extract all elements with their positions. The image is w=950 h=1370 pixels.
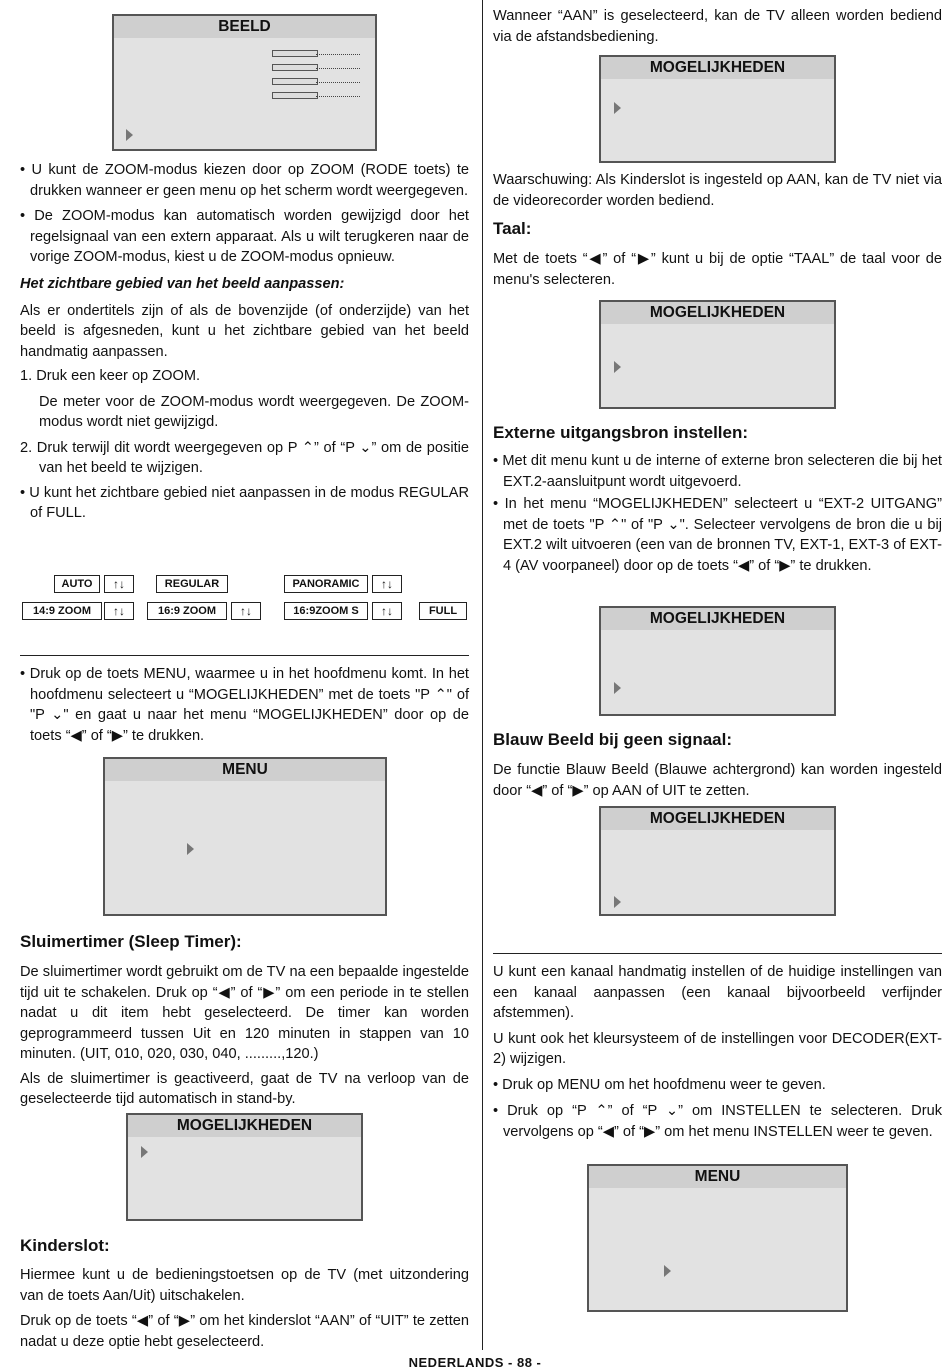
- kinder-text-2: Druk op de toets “◀” of “▶” om het kinderslot “AAN” of “UIT” te zetten nadat u deze optie hebt geselecteerd.: [20, 1313, 469, 1350]
- right-arrow-icon: [141, 1146, 148, 1158]
- instellen-bullet: • Druk op “P ⌃” of “P ⌄” om INSTELLEN te selecteren. Druk vervolgens op “◀” of “▶” om het menu INSTELLEN weer te geven.: [493, 1103, 942, 1140]
- sleep-heading: Sluimertimer (Sleep Timer):: [20, 932, 242, 951]
- page-footer: NEDERLANDS - 88 -: [408, 1355, 542, 1370]
- slider-bar: [272, 78, 318, 85]
- kinder-text-1: Hiermee kunt u de bedieningstoetsen op de TV (met uitzondering van de toets Aan/Uit) uitschakelen.: [20, 1267, 469, 1304]
- kinder-heading: Kinderslot:: [20, 1236, 110, 1255]
- ext-bullet-1: • Met dit menu kunt u de interne of externe bron selecteren die bij het EXT.2-aansluitpunt wordt uitgevoerd.: [493, 453, 942, 490]
- right-arrow-icon: [664, 1265, 671, 1277]
- sleep-text-2: Als de sluimertimer is geactiveerd, gaat de TV na verloop van de geselecteerde tijd automatisch in stand-by.: [20, 1070, 469, 1107]
- zoom-mode-16-9-s: 16:9ZOOM S: [284, 602, 368, 620]
- warning-text: Waarschuwing: Als Kinderslot is ingesteld op AAN, kan de TV niet via de videorecorder worden bediend.: [493, 172, 942, 209]
- mogelijkheden-title: MOGELIJKHEDEN: [601, 808, 834, 830]
- mogelijkheden-box-taal: [599, 300, 836, 409]
- kanaal-text-2: U kunt ook het kleursysteem of de instellingen voor DECODER(EXT-2) wijzigen.: [493, 1030, 942, 1067]
- beeld-menu-box: [112, 14, 377, 151]
- menu-box-title: MENU: [589, 1166, 846, 1188]
- left-column-text-4: [20, 1236, 469, 1352]
- slider-bar: [272, 50, 318, 57]
- menu-instruction: • Druk op de toets MENU, waarmee u in het hoofdmenu komt. In het hoofdmenu selecteert u “MOGELIJKHEDEN” met de toets "P ⌃" of "P ⌄" en gaat u naar het menu “MOGELIJKHEDEN” door op de toets “◀” of “▶” te drukken.: [20, 666, 469, 744]
- ext-bullet-2: • In het menu “MOGELIJKHEDEN” selecteert u “EXT-2 UITGANG” met de toets "P ⌃" of "P ⌄". Selecteer vervolgens de bron die u bij EXT.2 wilt uitvoeren (een van de bronnen TV, EXT-1, EXT-3 of EXT-4 (AV voorpaneel) door op de toets “◀” of “▶” te drukken.: [493, 496, 942, 574]
- mogelijkheden-title: MOGELIJKHEDEN: [128, 1115, 361, 1137]
- section-rule: [493, 953, 942, 954]
- slider-dots: [316, 96, 360, 97]
- updown-icon: ↑↓: [104, 602, 134, 620]
- blauw-heading: Blauw Beeld bij geen signaal:: [493, 730, 732, 749]
- right-column-text-5: [493, 962, 942, 1142]
- right-arrow-icon: [614, 361, 621, 373]
- right-arrow-icon: [614, 682, 621, 694]
- aan-text: Wanneer “AAN” is geselecteerd, kan de TV alleen worden bediend via de afstandsbediening.: [493, 8, 942, 45]
- mogelijkheden-title: MOGELIJKHEDEN: [601, 608, 834, 630]
- zoom-mode-panoramic: PANORAMIC: [284, 575, 368, 593]
- zoom-mode-full: FULL: [419, 602, 467, 620]
- slider-dots: [316, 68, 360, 69]
- right-arrow-icon: [614, 102, 621, 114]
- column-divider: [482, 0, 483, 1350]
- step-1-note: De meter voor de ZOOM-modus wordt weergegeven. De ZOOM-modus wordt niet gewijzigd.: [39, 393, 469, 430]
- blauw-text: De functie Blauw Beeld (Blauwe achtergrond) kan worden ingesteld door “◀” of “▶” op AAN of UIT te zetten.: [493, 762, 942, 799]
- mogelijkheden-title: MOGELIJKHEDEN: [601, 57, 834, 79]
- sleep-text-1: De sluimertimer wordt gebruikt om de TV na een bepaalde ingestelde tijd uit te schakelen. Druk op “◀” of “▶” om een periode in te stellen nadat u dit item hebt geselecteerd. De timer kan worden geprogrammeerd tussen Uit en 120 minuten in stappen van 10 minuten. (UIT, 010, 020, 030, 040, .........,120.): [20, 964, 469, 1062]
- visible-area-heading: Het zichtbare gebied van het beeld aanpassen:: [20, 275, 345, 292]
- menu-box-title: MENU: [105, 759, 385, 781]
- mogelijkheden-title: MOGELIJKHEDEN: [601, 302, 834, 324]
- right-arrow-icon: [187, 843, 194, 855]
- right-column-text-1: [493, 6, 942, 47]
- zoom-bullet-1: • U kunt de ZOOM-modus kiezen door op ZOOM (RODE toets) te drukken wanneer er geen menu op het scherm wordt weergegeven.: [20, 162, 469, 199]
- menu-box-left: [103, 757, 387, 916]
- zoom-mode-14-9: 14:9 ZOOM: [22, 602, 102, 620]
- regular-note: • U kunt het zichtbare gebied niet aanpassen in de modus REGULAR of FULL.: [20, 484, 469, 521]
- mogelijkheden-box-ext: [599, 606, 836, 716]
- ext-heading: Externe uitgangsbron instellen:: [493, 423, 749, 442]
- left-column-text-2: [20, 664, 469, 746]
- slider-bar: [272, 64, 318, 71]
- slider-dots: [316, 54, 360, 55]
- updown-icon: ↑↓: [372, 602, 402, 620]
- zoom-mode-regular: REGULAR: [156, 575, 228, 593]
- mogelijkheden-box-kinder: [599, 55, 836, 163]
- right-arrow-icon: [126, 129, 133, 141]
- updown-icon: ↑↓: [372, 575, 402, 593]
- slider-dots: [316, 82, 360, 83]
- updown-icon: ↑↓: [104, 575, 134, 593]
- slider-bar: [272, 92, 318, 99]
- zoom-bullet-2: • De ZOOM-modus kan automatisch worden gewijzigd door het regelsignaal van een extern apparaat. Als u wilt terugkeren naar de vorige ZOOM-modus, kiest u de ZOOM-modus opnieuw.: [20, 208, 469, 265]
- mogelijkheden-box-blauw: [599, 806, 836, 916]
- section-rule: [20, 655, 469, 656]
- right-arrow-icon: [614, 896, 621, 908]
- updown-icon: ↑↓: [231, 602, 261, 620]
- menu-bullet: • Druk op MENU om het hoofdmenu weer te geven.: [493, 1076, 826, 1093]
- step-1: 1. Druk een keer op ZOOM.: [20, 368, 201, 384]
- mogelijkheden-box-sleep: [126, 1113, 363, 1221]
- step-2: 2. Druk terwijl dit wordt weergegeven op P ⌃” of “P ⌄” om de positie van het beeld te wijzigen.: [20, 439, 469, 476]
- right-column-text-3: [493, 423, 942, 576]
- beeld-menu-title: BEELD: [114, 16, 375, 38]
- kanaal-text-1: U kunt een kanaal handmatig instellen of de huidige instellingen van een kanaal aanpassen (een kanaal bijvoorbeeld verfijnder afstemmen).: [493, 964, 942, 1021]
- taal-text: Met de toets “◀” of “▶” kunt u bij de optie “TAAL” de taal voor de menu's selecteren.: [493, 251, 942, 288]
- taal-heading: Taal:: [493, 219, 532, 238]
- left-column-text-3: [20, 932, 469, 1110]
- zoom-mode-auto: AUTO: [54, 575, 100, 593]
- zoom-mode-16-9: 16:9 ZOOM: [147, 602, 227, 620]
- left-column-text-1: [20, 160, 469, 524]
- menu-box-right: [587, 1164, 848, 1312]
- visible-area-intro: Als er ondertitels zijn of als de bovenzijde (of onderzijde) van het beeld is afgesneden, kunt u het zichtbare gebied van het beeld handmatig aanpassen.: [20, 302, 469, 360]
- right-column-text-2: [493, 170, 942, 290]
- right-column-text-4: [493, 730, 942, 801]
